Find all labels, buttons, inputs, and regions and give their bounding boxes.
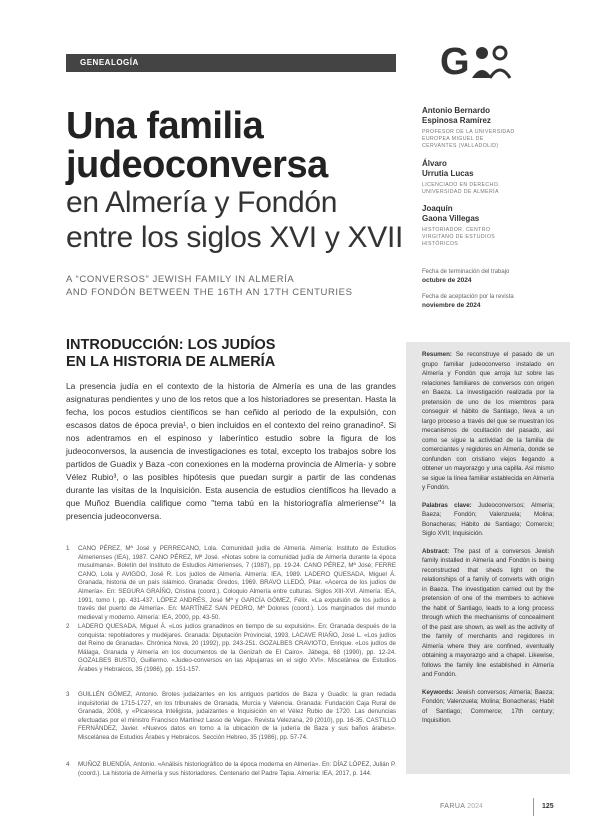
claves-label: Palabras clave: <box>422 501 472 509</box>
footnote-number: 2 <box>66 623 70 630</box>
footnote-number: 3 <box>66 691 70 698</box>
aff-line: LICENCIADO EN DERECHO. <box>422 181 500 188</box>
aff-line: CERVANTES (VALLADOLID) <box>422 143 499 150</box>
resumen <box>422 350 554 493</box>
journal-logo <box>440 41 520 83</box>
logo-letter: G <box>440 41 470 83</box>
authors-block <box>422 106 554 257</box>
author-name: Álvaro <box>422 158 447 168</box>
heading-line-2: EN LA HISTORIA DE ALMERÍA <box>66 354 276 370</box>
keywords-label: Keywords: <box>422 688 454 696</box>
author <box>422 204 554 249</box>
footnote-number: 1 <box>66 545 70 552</box>
resumen-label: Resumen: <box>422 351 452 358</box>
abstract-content <box>422 350 554 734</box>
aff-line: HISTORIADOR. CENTRO <box>422 227 491 234</box>
aff-line: EUROPEA MIGUEL DE <box>422 136 484 143</box>
footnote-text: GUILLÉN GÓMEZ, Antonio. Brotes judaizantes en los antiguos partidos de Baza y Guadix: la gran redada inquisitorial de 1715-1727, en los tribunales de Granada, Murcia y Valencia. Granada: Fundación Caja Rural de Granada, 2008, y «Picaresca lnteligista, judaizantes e Inquisición en el Vélez Rubio de 1720. Las denuncias efectuadas por el ministro Francisco Martínez Lasso de Vega». Revista Velezana, 29 (2010), pp. 16-35. CASTILLO FERNÁNDEZ, Javier. «Nuevos datos en torno a la ubicación de la judería de Baza y sus baños árabes». Miscelánea de Estudios Árabes y Hebraicos. Sección Hebreo, 35 (1986), pp. 57-74. <box>78 691 396 741</box>
footnote-number: 4 <box>66 761 70 768</box>
footnote-text: MUÑOZ BUENDÍA, Antonio. «Análisis historiográfico de la época moderna en Almería». En: DÍAZ LÓPEZ, Julián P. (coord.). La historia de Almería y sus historiadores. Centenario del Padre Tapia. Almería: IEA, 2017, p. 144. <box>78 761 396 777</box>
author-affiliation <box>422 227 554 249</box>
section-heading <box>66 337 396 371</box>
dates-block <box>422 268 554 318</box>
aff-line: HISTÓRICOS <box>422 241 459 248</box>
page-footer <box>440 803 560 810</box>
footnotes <box>66 545 396 811</box>
resumen-text: Se reconstruye el pasado de un grupo familiar judeoconverso instalado en Almería y Fondón que arroja luz sobre las relaciones familiares de conversos con origen en Baeza. La investigación realizada por la pretensión de uno de los miembros para conseguir el hábito de Santiago, lleva a un largo proceso a través del que se muestran los mecanismos de ocultación del pasado, así como se sigue la actividad de la familia de comerciantes y regidores en Almería, donde se confunden con cristiano viejos llegando a obtener un mayorazgo y una capilla. Así mismo se sigue la línea familiar establecida en Almería y Fondón. <box>422 351 554 491</box>
title-line-2: judeoconversa <box>66 144 328 186</box>
section-tag: GENEALOGÍA <box>66 54 396 72</box>
keywords <box>422 688 554 726</box>
page-number: 125 <box>542 803 554 810</box>
author-affiliation <box>422 182 554 196</box>
title-line-3: en Almería y Fondón <box>66 186 338 219</box>
logo-mark-icon <box>470 44 518 80</box>
author-affiliation <box>422 129 554 151</box>
title-line-4: entre los siglos XVI y XVII <box>66 221 404 254</box>
palabras-clave <box>422 501 554 539</box>
subtitle-line-1: A “CONVERSOS” JEWISH FAMILY IN ALMERÍA <box>66 274 295 285</box>
footnote <box>66 761 396 803</box>
abstract-label: Abstract: <box>422 547 450 555</box>
footnote-text: CANO PÉREZ, Mª José y PERRECANO, Lola. Comunidad judía de Almería. Almería: Instituto de Estudios Almerienses (IEA), 1987. CANO PÉREZ, Mª José. «Notas sobre la comunidad judía de Almería durante la época musulmana». Boletín del Instituto de Estudios Almerienses, 7 (1987), pp. 19-24. CANO PÉREZ, Mª José; FERRE CANO, Lola y AVIGDO, José R. Los judíos de Almería. Almería: IEA, 1989. LADERO QUESADA, Miguel Á. Granada, historia de un país islámico. Granada: Gredos, 1969. BRAVO LLEDÓ, Pilar. «Acerca de los judíos de Almería». En: SEGURA GRAÍÑO, Cristina (coord.). Coloquio Almería entre culturas. Siglos XIII-XVI. Almería: IEA, 1991, tomo I, pp. 431-437. LÓPEZ ANDRÉS, José Mª y GARCÍA GÓMEZ, Félix. «La expulsión de los judíos a través del puerto de Almería». En: MARTÍNEZ SAN PEDRO, Mª Dolores (coord.). Los marginados del mundo medieval y moderno. Almería: IEA, 2000, pp. 43-50. <box>78 545 396 621</box>
claves-text: Judeoconversos; Almería; Baeza; Fondón; Valenzuela; Molina; Bonacheras; Hábito de Santiago; Comercio; Siglo XVII; Inquisición. <box>422 501 554 537</box>
aff-line: PROFESOR DE LA UNIVERSIDAD <box>422 129 515 135</box>
abstract-en <box>422 547 554 680</box>
aff-line: VIRGITANO DE ESTUDIOS <box>422 234 496 241</box>
footnote <box>66 545 396 621</box>
abstract-text: The past of a conversos Jewish family installed in Almería and Fondón is being reconstructed that sheds light on the relationships of a family of converts with origin in Baeza. The investigation carried out by the pretension of one of the members to achieve the habit of Santiago, leads to a long process through which the mechanisms of concealment of the past are shown, as well as the activity of the family of merchants and regidores in Almería where they are confined, eventually obtaining a mayorazgo and a chapel. Likewise, follows the family line established in Almería and Fondón. <box>422 547 555 678</box>
author-surname: Gaona Villegas <box>422 214 480 224</box>
author-name: Antonio Bernardo <box>422 106 490 115</box>
keywords-text: Jewish conversos; Almería; Baeza; Fondón; Valenzuela; Molina; Bonacheras; Habit of Santiago; Commerce; 17th century; Inquisition. <box>422 688 554 724</box>
footnote <box>66 691 396 753</box>
author-name: Joaquín <box>422 204 453 214</box>
finish-date-label: Fecha de terminación del trabajo <box>422 269 510 275</box>
article-title <box>66 107 406 255</box>
author-surname: Espinosa Ramírez <box>422 116 491 125</box>
author <box>422 159 554 196</box>
accept-date-label: Fecha de aceptación por la revista <box>422 294 514 300</box>
aff-line: UNIVERSIDAD DE ALMERÍA <box>422 188 499 195</box>
body-paragraph: La presencia judía en el contexto de la historia de Almería es una de las grandes asignaturas pendientes y uno de los retos que a los historiadores se presentan. Hasta la fecha, los pocos estudios científicos se han ceñido al periodo de la expulsión, con escasos datos de época previa¹, o bien incluidos en el contexto del reino granadino². Si nos adentramos en el espinoso y laberíntico estudio sobre la figura de los judeoconversos, la ausencia de investigaciones es total, excepto los trabajos sobre los partidos de Guadix y Baza -con conexiones en la moderna provincia de Almería- y sobre Vélez Rubio³, o las posibles hipótesis que puedan surgir a partir de las condenas durante las visitas de la Inquisición. Esta ausencia de estudios científicos ha llevado a que Muñoz Buendía califique como "tema tabú en la historiografía almeriense"⁴ la presencia judeoconversa. <box>66 381 396 521</box>
english-subtitle <box>66 273 396 299</box>
footnote-text: LADERO QUESADA, Miguel Á. «Los judíos granadinos en tiempo de su expulsión». En: Granada después de la conquista: repobladores y mudéjares. Granada: Diputación Provincial, 1993. LACAVE RIAÑO, José L. «Los judíos del Reino de Granada». Chrónica Nova, 20 (1992), pp. 243-251. GOZALBES CRAVIOTO, Enrique. «Los judíos de Málaga, Granada y Almería en los documentos de la Genizah de El Cairo». Jábega, 68 (1990), pp. 12-24. GOZALBES BUSTO, Guillermo. «Judeo-conversos en las Alpujarras en el siglo XVI». Miscelánea de Estudios Árabes y Hebraicos, 35 (1986), pp. 151-157. <box>78 623 396 673</box>
footnote <box>66 623 396 683</box>
journal-name: FARUA <box>440 803 466 810</box>
author-surname: Urrutia Lucas <box>422 168 474 178</box>
journal-year: 2024 <box>467 803 483 810</box>
heading-line-1: INTRODUCCIÓN: LOS JUDÍOS <box>66 337 276 353</box>
author <box>422 106 554 151</box>
title-line-1: Una familia <box>66 105 264 147</box>
finish-date-value: octubre de 2024 <box>422 277 472 284</box>
accept-date-value: noviembre de 2024 <box>422 302 481 309</box>
subtitle-line-2: AND FONDÓN BETWEEN THE 16TH AN 17TH CENTURIES <box>66 287 353 298</box>
